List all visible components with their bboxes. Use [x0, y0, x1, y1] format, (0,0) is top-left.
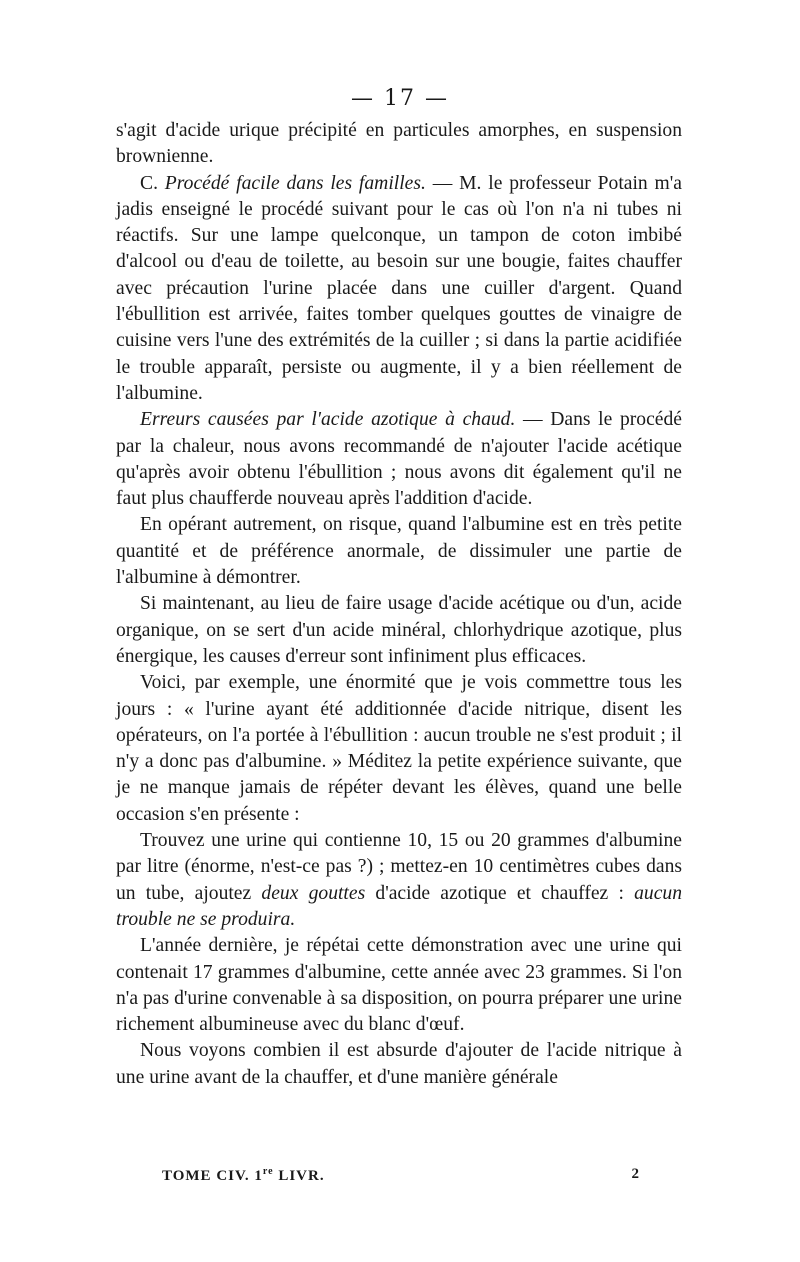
text-segment: — M. le professeur Potain m'a jadis enseigné le procédé suivant pour le cas où l'on n'a ni tubes ni réactifs. Sur une lampe quelconque, un tampon de coton imbibé d'alcool ou d'eau de toilette, au besoin sur une bougie, faites chauffer avec précaution l'urine placée dans une cuiller d'argent. Quand l'ébullition est arrivée, faites tomber quelques gouttes de vinaigre de cuisine vers l'une des extrémités de la cuiller ; si dans la partie acidifiée le trouble apparaît, persiste ou augmente, il y a bien réellement de l'albumine.: [116, 172, 682, 404]
livraison-label: LIVR.: [273, 1168, 325, 1184]
italic-text: aucun trouble ne se produira.: [116, 882, 682, 930]
text-segment: Voici, par exemple, une énormité que je vois commettre tous les jours : « l'urine ayant été additionnée d'acide nitrique, disent les opérateurs, on l'a portée à l'ébullition : aucun trouble ne s'est produit ; il n'y a donc pas d'albumine. » Méditez la petite expérience suivante, que je ne manque jamais de répéter devant les élèves, quand une belle occasion s'en présente :: [116, 672, 682, 825]
text-segment: d'acide azotique et chauffez :: [365, 882, 635, 904]
volume-label: [162, 1166, 325, 1185]
text-segment: Si maintenant, au lieu de faire usage d'acide acétique ou d'un, acide organique, on se sert d'un acide minéral, chlorhydrique azotique, plus énergique, les causes d'erreur sont infiniment plus efficaces.: [116, 593, 682, 667]
text-segment: — Dans le procédé par la chaleur, nous avons recommandé de n'ajouter l'acide acétique qu'après avoir obtenu l'ébullition ; nous avons dit également qu'il ne faut plus chaufferde nouveau après l'addition d'acide.: [116, 409, 682, 510]
paragraph: [116, 171, 682, 408]
body-text: [116, 118, 682, 1091]
paragraph: [116, 670, 682, 828]
text-segment: Nous voyons combien il est absurde d'ajouter de l'acide nitrique à une urine avant de la chauffer, et d'une manière générale: [116, 1040, 682, 1088]
text-segment: C.: [140, 172, 165, 194]
text-segment: En opérant autrement, on risque, quand l'albumine est en très petite quantité et de préférence anormale, de dissimuler une partie de l'albumine à démontrer.: [116, 514, 682, 589]
text-segment: Trouvez une urine qui contienne 10, 15 ou 20 grammes d'albumine par litre (énorme, n'est-ce pas ?) ; mettez-en 10 centimètres cubes dans un tube, ajoutez: [116, 830, 682, 904]
italic-text: deux gouttes: [261, 882, 366, 904]
italic-text: Procédé facile dans les familles.: [164, 172, 426, 194]
paragraph: [116, 407, 682, 512]
paragraph: [116, 118, 682, 171]
italic-text: Erreurs causées par l'acide azotique à chaud.: [140, 409, 516, 431]
signature-mark: 2: [631, 1166, 640, 1182]
paragraph: [116, 828, 682, 933]
page-number: — 17 —: [351, 86, 449, 111]
footer: [162, 1166, 640, 1185]
text-segment: s'agit d'acide urique précipité en particules amorphes, en suspension brownienne.: [116, 120, 682, 168]
paragraph: [116, 591, 682, 670]
tome-superscript: re: [262, 1166, 274, 1177]
paragraph: [116, 512, 682, 591]
tome-label: TOME CIV. 1: [162, 1168, 263, 1184]
paragraph: [116, 1038, 682, 1091]
paragraph: [116, 933, 682, 1038]
text-segment: L'année dernière, je répétai cette démonstration avec une urine qui contenait 17 grammes d'albumine, cette année avec 23 grammes. Si l'on n'a pas d'urine convenable à sa disposition, on pourra préparer une urine richement albumineuse avec du blanc d'œuf.: [116, 935, 682, 1036]
